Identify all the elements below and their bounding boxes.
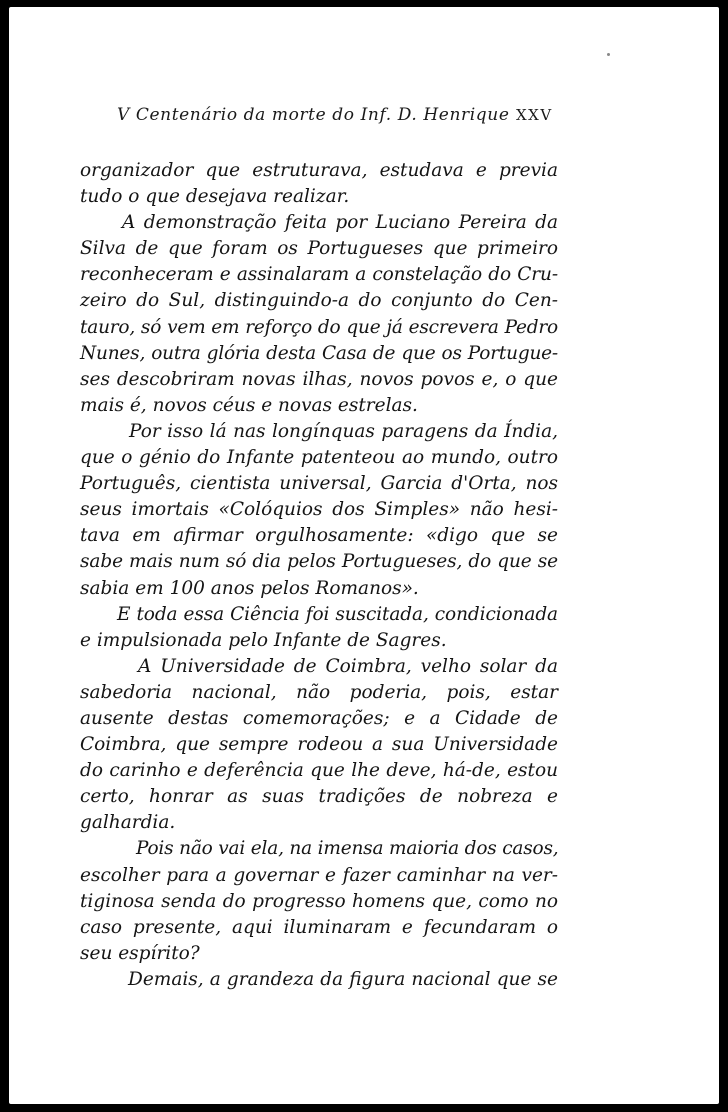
text-line: seus imortais «Colóquios dos Simples» não hesi-: [80, 499, 558, 521]
text-line: Português, cientista universal, Garcia d'Orta, nos: [80, 473, 558, 495]
text-line: sabedoria nacional, não poderia, pois, estar: [80, 681, 558, 703]
scan-speck: [607, 53, 610, 56]
text-line: e impulsionada pelo Infante de Sagres.: [80, 629, 447, 651]
text-line: Por isso lá nas longínquas paragens da Índia,: [129, 420, 558, 442]
text-line: escolher para a governar e fazer caminhar na ver-: [80, 864, 558, 886]
text-line: ses descobriram novas ilhas, novos povos e, o que: [80, 368, 558, 390]
text-line: A Universidade de Coimbra, velho solar da: [138, 655, 558, 677]
text-line: do carinho e deferência que lhe deve, há-de, estou: [80, 760, 558, 782]
text-line: galhardia.: [80, 812, 176, 834]
page-number: XXV: [516, 106, 553, 124]
text-line: ausente destas comemorações; e a Cidade de: [80, 707, 558, 729]
body-text: [80, 158, 558, 993]
text-line: tiginosa senda do progresso homens que, como no: [80, 890, 558, 912]
text-line: tauro, só vem em reforço do que já escrevera Pedro: [80, 316, 558, 338]
text-line: sabe mais num só dia pelos Portugueses, do que se: [80, 551, 558, 573]
text-line: E toda essa Ciência foi suscitada, condicionada: [117, 603, 558, 625]
text-line: Coimbra, que sempre rodeou a sua Universidade: [80, 734, 558, 756]
text-line: organizador que estruturava, estudava e previa: [80, 160, 558, 181]
text-line: Nunes, outra glória desta Casa de que os Portugue-: [80, 342, 558, 364]
text-line: seu espírito?: [80, 942, 200, 964]
text-line: sabia em 100 anos pelos Romanos».: [80, 577, 419, 599]
text-line: A demonstração feita por Luciano Pereira da: [122, 212, 558, 234]
book-page: [9, 7, 719, 1104]
text-line: Silva de que foram os Portugueses que primeiro: [80, 238, 558, 260]
text-line: tava em afirmar orgulhosamente: «digo que se: [80, 525, 558, 547]
text-line: reconheceram e assinalaram a constelação do Cru-: [80, 264, 558, 286]
text-line: Demais, a grandeza da figura nacional que se: [128, 968, 558, 990]
text-line: mais é, novos céus e novas estrelas.: [80, 394, 418, 416]
text-line: que o génio do Infante patenteou ao mundo, outro: [80, 447, 558, 469]
text-line: certo, honrar as suas tradições de nobreza e: [80, 786, 558, 808]
text-line: tudo o que desejava realizar.: [80, 186, 350, 208]
text-line: Pois não vai ela, na imensa maioria dos casos,: [136, 838, 559, 860]
text-line: caso presente, aqui iluminaram e fecundaram o: [80, 916, 558, 938]
running-head: [9, 105, 719, 129]
text-line: zeiro do Sul, distinguindo-a do conjunto do Cen-: [80, 290, 558, 312]
running-title: V Centenário da morte do Inf. D. Henrique: [117, 105, 510, 125]
